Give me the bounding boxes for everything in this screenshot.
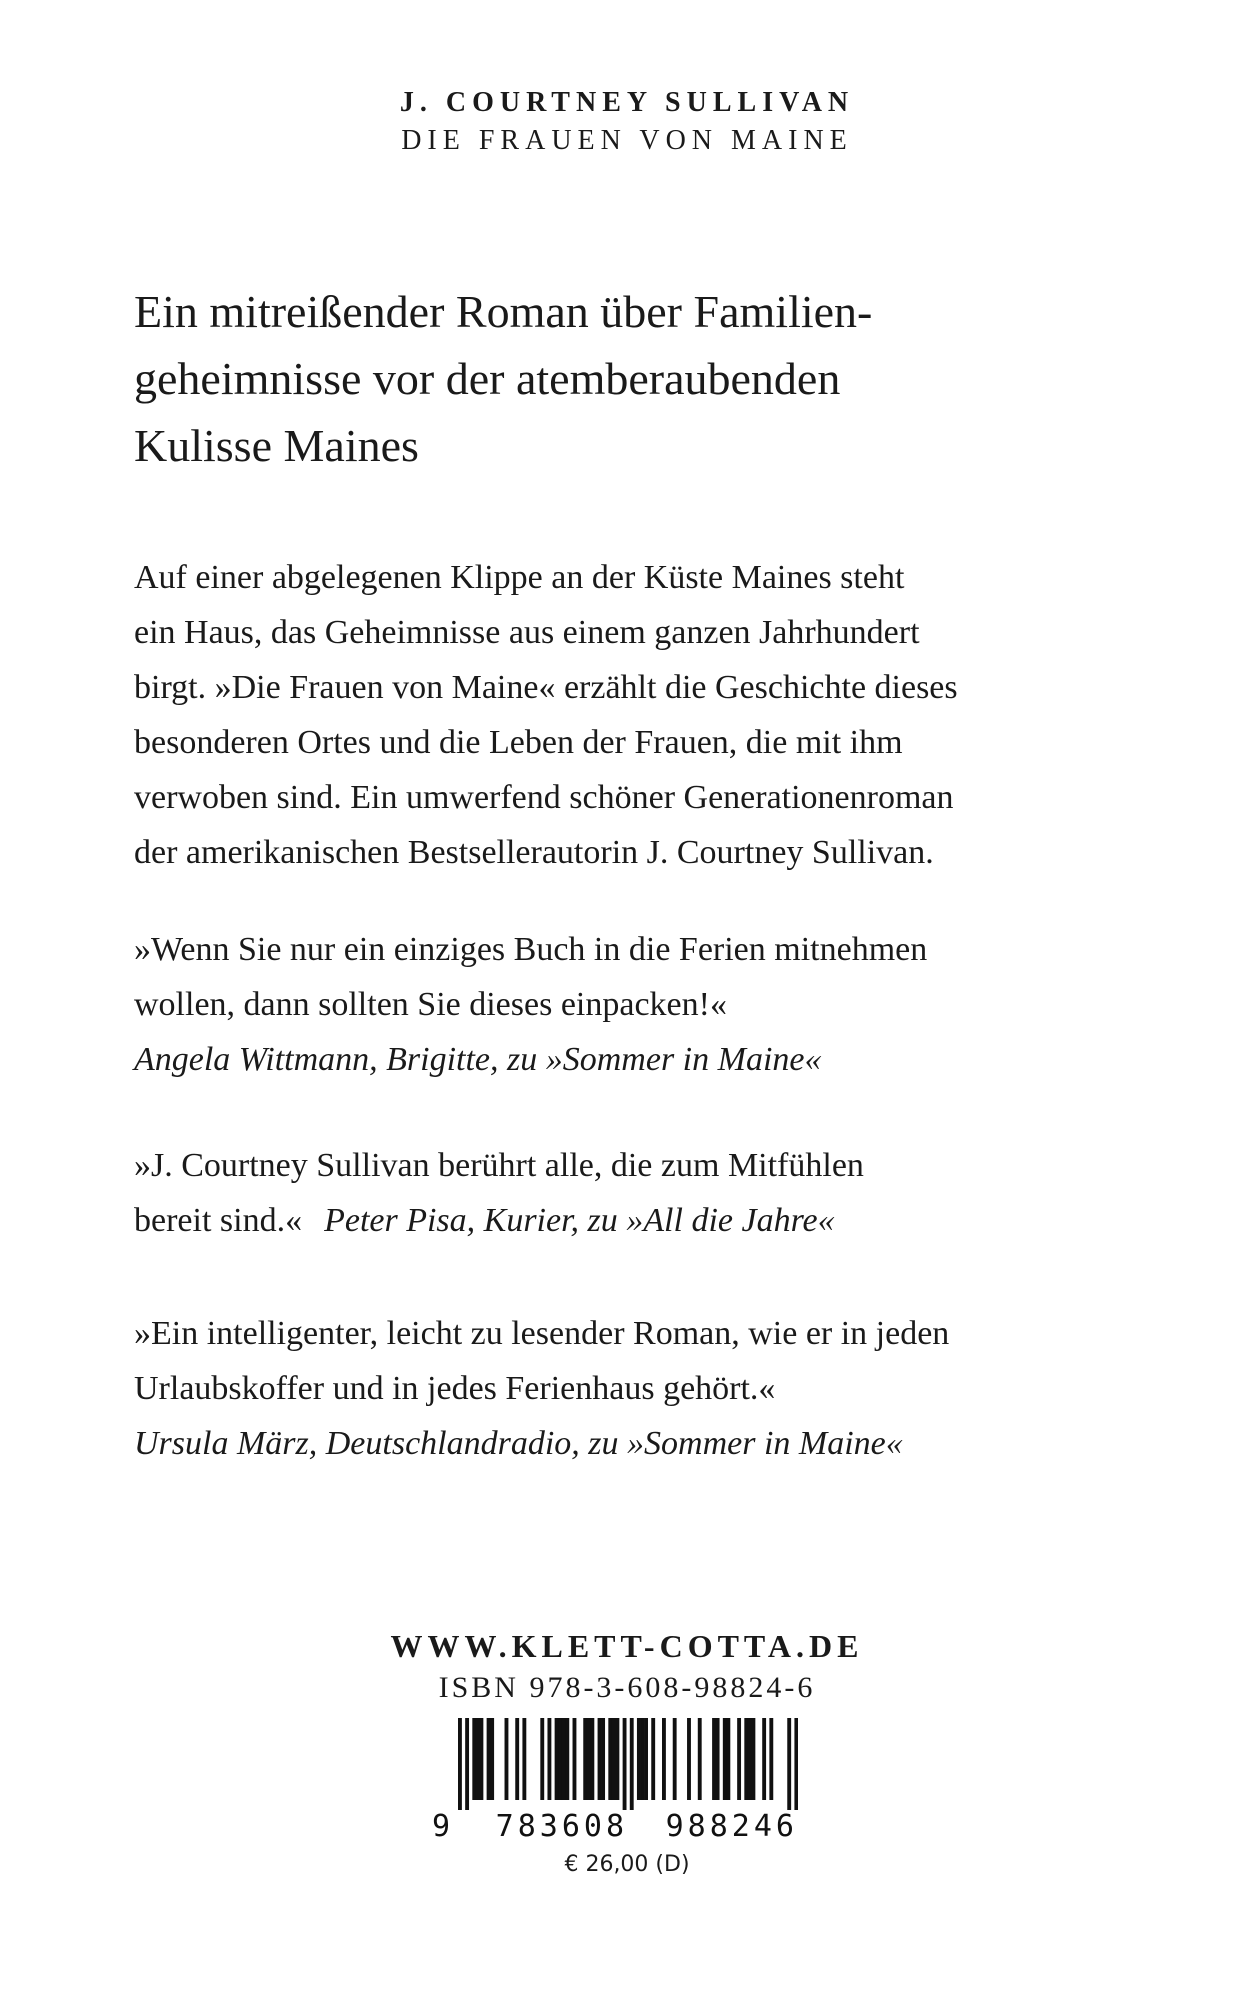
barcode-bar <box>522 1718 526 1800</box>
barcode-bar <box>476 1718 480 1800</box>
blurb-line: besonderen Ortes und die Leben der Frauen, die mit ihm <box>134 724 903 761</box>
barcode-bar <box>465 1718 469 1810</box>
quote-line: Urlaubskoffer und in jedes Ferienhaus gehört.« <box>134 1370 776 1407</box>
barcode-bar <box>590 1718 594 1800</box>
barcode-bar <box>744 1718 748 1800</box>
barcode-bar <box>558 1718 562 1800</box>
headline-line: Kulisse Maines <box>134 420 419 471</box>
barcode-bar <box>673 1718 677 1800</box>
barcode-bar <box>726 1718 730 1800</box>
quote-line: wollen, dann sollten Sie dieses einpacken!« <box>134 986 727 1023</box>
publisher-website: WWW.KLETT-COTTA.DE <box>390 1628 864 1664</box>
headline <box>134 278 1134 479</box>
barcode-bar <box>598 1718 602 1800</box>
isbn-label: ISBN 978-3-608-98824-6 <box>438 1671 816 1704</box>
barcode-bar <box>716 1718 720 1800</box>
publisher-footer <box>0 1625 1254 1709</box>
barcode-left-digits: 783608 <box>495 1809 629 1844</box>
quote-line: »J. Courtney Sullivan berührt alle, die zum Mitfühlen <box>134 1147 864 1184</box>
barcode-bars <box>458 1718 798 1810</box>
barcode-bar <box>751 1718 755 1800</box>
blurb-line: birgt. »Die Frauen von Maine« erzählt die Geschichte dieses <box>134 669 958 706</box>
book-title: DIE FRAUEN VON MAINE <box>401 125 853 156</box>
blurb-line: der amerikanischen Bestsellerautorin J. Courtney Sullivan. <box>134 834 934 871</box>
barcode-bar <box>562 1718 566 1800</box>
barcode-bar <box>472 1718 476 1800</box>
barcode-bar <box>547 1718 551 1800</box>
barcode-bar <box>587 1718 591 1800</box>
barcode-bar <box>769 1718 773 1800</box>
barcode-lead-digit: 9 <box>432 1809 451 1844</box>
review-quote-2 <box>134 1138 1134 1248</box>
barcode-bar <box>505 1718 509 1800</box>
quote-line: »Wenn Sie nur ein einziges Buch in die Ferien mitnehmen <box>134 931 928 968</box>
barcode-bar <box>515 1718 519 1800</box>
blurb-line: verwoben sind. Ein umwerfend schöner Generationenroman <box>134 779 954 816</box>
barcode-bar <box>565 1718 569 1800</box>
barcode-right-digits: 988246 <box>665 1809 798 1844</box>
barcode-bar <box>608 1718 612 1800</box>
barcode-bar <box>490 1718 494 1800</box>
barcode-bar <box>644 1718 648 1800</box>
blurb-paragraph <box>134 550 1134 880</box>
price-label: € 26,00 (D) <box>564 1852 690 1877</box>
review-quote-1 <box>134 922 1134 1087</box>
barcode-bar <box>637 1718 641 1800</box>
quote-line: bereit sind.« <box>134 1202 303 1239</box>
barcode-bar <box>662 1718 666 1800</box>
barcode-bar <box>555 1718 559 1800</box>
barcode-bar <box>787 1718 791 1810</box>
barcode-bar <box>615 1718 619 1800</box>
quote-attribution: Angela Wittmann, Brigitte, zu »Sommer in Maine« <box>134 1041 822 1078</box>
barcode-bar <box>737 1718 741 1800</box>
blurb-line: Auf einer abgelegenen Klippe an der Küste Maines steht <box>134 559 905 596</box>
isbn-barcode <box>432 1718 798 1844</box>
quote-line-with-attribution <box>134 1193 1134 1248</box>
barcode-bar <box>540 1718 544 1800</box>
barcode-bar <box>573 1718 577 1800</box>
barcode-bar <box>641 1718 645 1800</box>
barcode-bar <box>723 1718 727 1800</box>
cover-header <box>0 84 1254 160</box>
headline-line: geheimnisse vor der atemberaubenden <box>134 353 841 404</box>
barcode-bar <box>762 1718 766 1800</box>
quote-attribution: Peter Pisa, Kurier, zu »All die Jahre« <box>324 1202 835 1239</box>
barcode-bar <box>748 1718 752 1800</box>
barcode-bar <box>630 1718 634 1810</box>
headline-line: Ein mitreißender Roman über Familien- <box>134 286 873 337</box>
barcode-bar <box>698 1718 702 1800</box>
barcode-digits <box>432 1809 798 1844</box>
barcode-bar <box>687 1718 691 1800</box>
barcode-bar <box>487 1718 491 1800</box>
quote-attribution: Ursula März, Deutschlandradio, zu »Sommer in Maine« <box>134 1425 903 1462</box>
barcode-bar <box>651 1718 655 1800</box>
barcode-bar <box>623 1718 627 1810</box>
barcode-bar <box>794 1718 798 1810</box>
review-quote-3 <box>134 1306 1134 1471</box>
barcode-bar <box>601 1718 605 1800</box>
quote-line: »Ein intelligenter, leicht zu lesender Roman, wie er in jeden <box>134 1315 950 1352</box>
blurb-line: ein Haus, das Geheimnisse aus einem ganzen Jahrhundert <box>134 614 920 651</box>
barcode-bar <box>583 1718 587 1800</box>
barcode-bar <box>458 1718 462 1810</box>
barcode-bar <box>712 1718 716 1800</box>
barcode-bar <box>479 1718 483 1800</box>
author-name: J. COURTNEY SULLIVAN <box>399 87 855 118</box>
barcode-bar <box>612 1718 616 1800</box>
